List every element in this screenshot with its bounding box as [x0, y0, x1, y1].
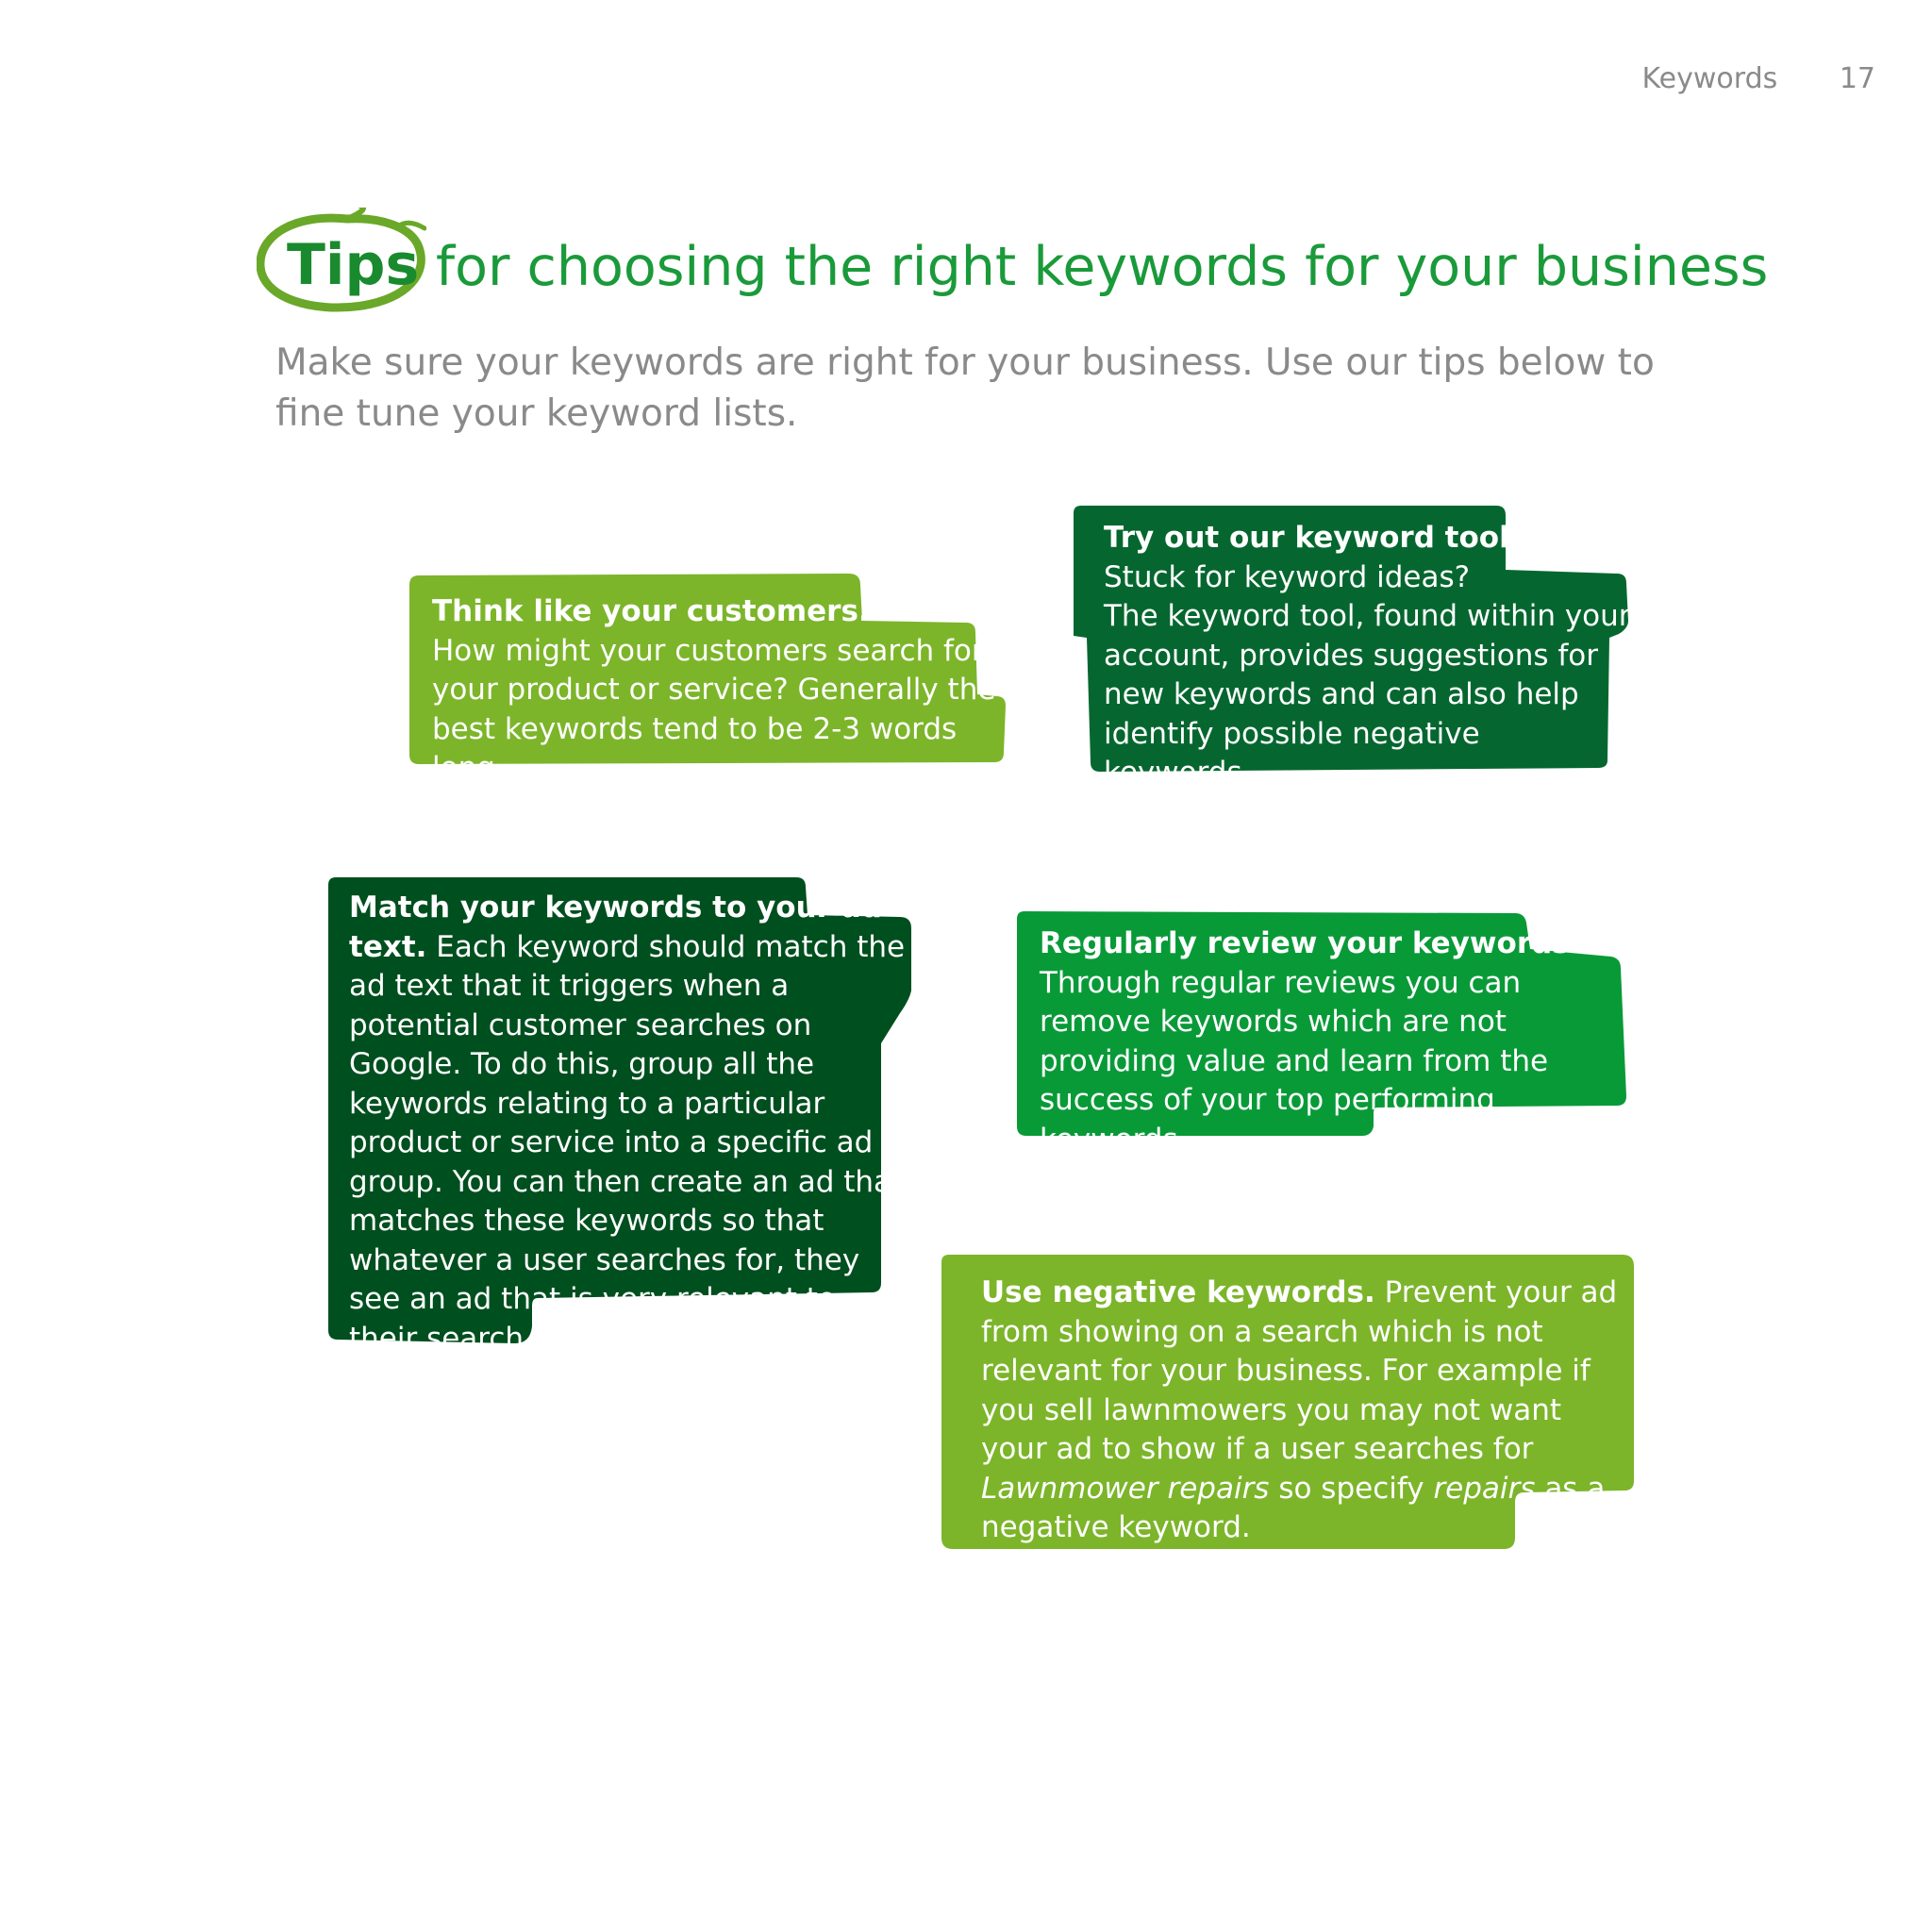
card-body-line2: The keyword tool, found within your account, provides suggestions for new keywords and can also help identify possible negative keywords.	[1104, 599, 1631, 790]
tip-card-keyword-tool	[1074, 506, 1632, 790]
card-text	[1104, 519, 1632, 793]
card-body-line1: Stuck for keyword ideas?	[1104, 559, 1471, 594]
card-heading: Try out our keyword tool.	[1104, 521, 1521, 555]
card-text	[349, 889, 906, 1358]
title-text: for choosing the right keywords for your business	[436, 236, 1769, 298]
card-body-italic2: repairs	[1433, 1471, 1536, 1506]
card-body: Each keyword should match the ad text that it triggers when a potential customer searches on Google. To do this, group all the keywords relating to a particular product or service into a specific ad group. You can then create an ad that matches these keywords so that whatever a user searches for, they see an ad that is very relevant to their search.	[349, 929, 906, 1356]
page-header	[1642, 62, 1876, 95]
card-body-part2: so specify	[1278, 1471, 1424, 1506]
tip-card-review-keywords	[1017, 911, 1626, 1157]
page-number: 17	[1839, 62, 1875, 95]
card-heading: Use negative keywords.	[981, 1275, 1375, 1309]
tip-card-negative-keywords	[941, 1255, 1634, 1549]
card-text	[981, 1274, 1632, 1548]
intro-paragraph: Make sure your keywords are right for your business. Use our tips below to fine tune your keyword lists.	[275, 341, 1655, 435]
card-text	[432, 592, 998, 789]
card-body-part3: as a negative keyword.	[981, 1471, 1606, 1544]
tips-word: Tips	[287, 232, 420, 298]
card-text	[1040, 924, 1615, 1159]
tip-card-think-like-customers	[409, 574, 1006, 785]
card-body: Through regular reviews you can remove keywords which are not providing value and learn from the success of your top performing keywords.	[1040, 965, 1549, 1157]
section-label: Keywords	[1641, 62, 1778, 95]
card-heading: Think like your customers.	[432, 594, 870, 628]
card-heading: Regularly review your keywords.	[1040, 926, 1581, 960]
card-body-part1: Prevent your ad from showing on a search which is not relevant for your business. For example if you sell lawnmowers you may not want your ad to show if a user searches for	[981, 1275, 1618, 1466]
page-title	[257, 208, 1769, 321]
card-heading: Match your keywords to your ad text.	[349, 891, 882, 964]
tip-card-match-ad-text	[328, 877, 913, 1356]
card-body-italic1: Lawnmower repairs	[981, 1471, 1270, 1506]
card-body: How might your customers search for your product or service? Generally the best keywords tend to be 2-3 words long.	[432, 633, 996, 785]
